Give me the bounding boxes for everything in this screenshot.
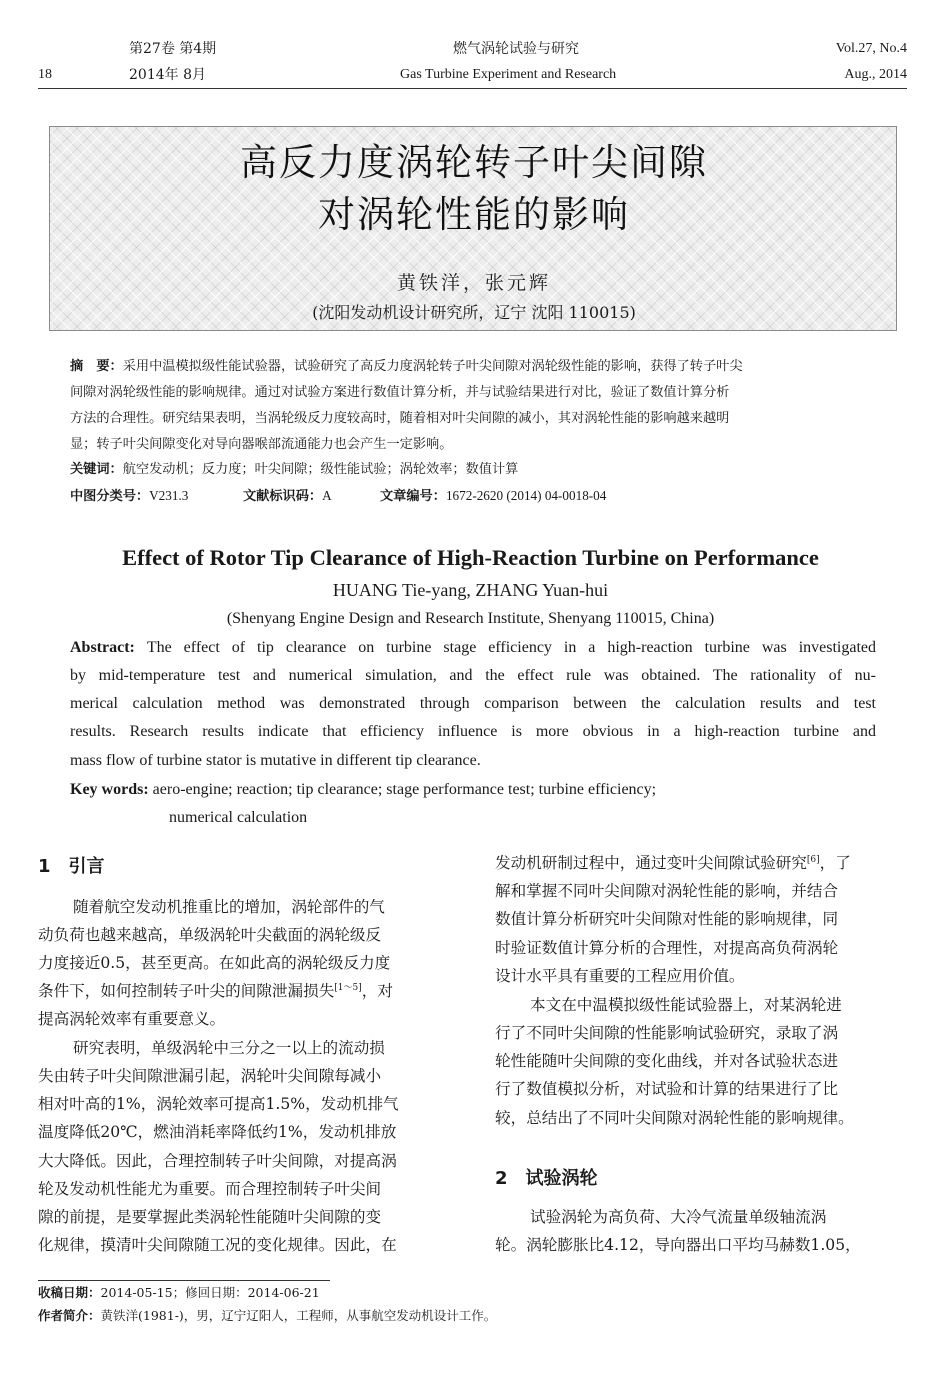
abstract-en-line: results. Research results indicate that efficiency influence is more obvious in a high-reaction turbine and [70, 723, 876, 740]
body-line: 本文在中温模拟级性能试验器上，对某涡轮进 [530, 996, 842, 1014]
body-line: 试验涡轮为高负荷、大冷气流量单级轴流涡 [530, 1208, 827, 1226]
body-line: 行了数值模拟分析，对试验和计算的结果进行了比 [495, 1080, 839, 1098]
doc-code-label: 文献标识码： [243, 489, 323, 504]
abstract-en-line: merical calculation method was demonstrated through comparison between the calculation results and test [70, 695, 876, 712]
abstract-cn-line: 显；转子叶尖间隙变化对导向器喉部流通能力也会产生一定影响。 [70, 437, 453, 452]
body-line: 隙的前提，是要掌握此类涡轮性能随叶尖间隙的变 [38, 1208, 382, 1226]
keywords-cn [70, 461, 518, 479]
keywords-en-line2: numerical calculation [169, 809, 308, 826]
body-line: 动负荷也越来越高，单级涡轮叶尖截面的涡轮级反 [38, 926, 382, 944]
abstract-cn-label: 摘 要： [70, 359, 123, 374]
volume-issue-cn: 第27卷 第4期 [129, 41, 217, 57]
keywords-en-label: Key words [70, 781, 144, 798]
title-banner [49, 126, 897, 331]
issue-date-en: Aug., 2014 [844, 67, 907, 82]
body-line: 解和掌握不同叶尖间隙对涡轮性能的影响，并结合 [495, 882, 839, 900]
issue-date-cn: 2014年 8月 [129, 67, 206, 83]
body-line: 较，总结出了不同叶尖间隙对涡轮性能的影响规律。 [495, 1109, 854, 1127]
body-line: 相对叶高的1%，涡轮效率可提高1.5%，发动机排气 [38, 1095, 399, 1113]
body-line: 轮及发动机性能尤为重要。而合理控制转子叶尖间 [38, 1180, 382, 1198]
doc-code-line [243, 487, 332, 506]
abstract-en-line: mass flow of turbine stator is mutative in different tip clearance. [70, 752, 481, 769]
doc-code-value: A [322, 488, 332, 503]
affiliation-en: (Shenyang Engine Design and Research Institute, Shenyang 110015, China) [226, 610, 715, 627]
affiliation-cn: (沈阳发动机设计研究所，辽宁 沈阳 110015) [312, 303, 636, 322]
body-line: 温度降低20℃，燃油消耗率降低约1%，发动机排放 [38, 1123, 397, 1141]
abstract-cn-text: 采用中温模拟级性能试验器，试验研究了高反力度涡轮转子叶尖间隙对涡轮级性能的影响，获得了转子叶尖 [122, 359, 743, 374]
body-line: 随着航空发动机推重比的增加，涡轮部件的气 [73, 898, 385, 916]
clc-label: 中图分类号： [70, 489, 150, 504]
body-line: 提高涡轮效率有重要意义。 [38, 1010, 226, 1028]
header-rule [38, 88, 907, 89]
citation-1-5[interactable]: [1～5] [334, 982, 362, 993]
body-line: 轮。涡轮膨胀比4.12，导向器出口平均马赫数1.05， [495, 1236, 861, 1254]
body-line: 发动机研制过程中，通过变叶尖间隙试验研究[6]，了 [495, 854, 851, 872]
body-line: 大大降低。因此，合理控制转子叶尖间隙，对提高涡 [38, 1152, 397, 1170]
page-number: 18 [38, 67, 52, 82]
citation-6[interactable]: [6] [806, 854, 820, 865]
abstract-en-text: The effect of tip clearance on turbine stage efficiency in a high-reaction turbine was investigated [146, 639, 877, 656]
journal-name-en: Gas Turbine Experiment and Research [400, 67, 617, 82]
abstract-cn-line: 方法的合理性。研究结果表明，当涡轮级反力度较高时，随着相对叶尖间隙的减小，其对涡轮性能的影响越来越明 [70, 411, 730, 426]
abstract-cn-line: 间隙对涡轮级性能的影响规律。通过对试验方案进行数值计算分析，并与试验结果进行对比，验证了数值计算分析 [70, 385, 730, 400]
title-cn-line1: 高反力度涡轮转子叶尖间隙 [240, 141, 708, 184]
keywords-en-text: aero-engine; reaction; tip clearance; stage performance test; turbine efficiency; [152, 781, 657, 798]
article-no-value: 1672-2620 (2014) 04-0018-04 [445, 488, 607, 503]
footnote-rule [38, 1280, 330, 1281]
title-en: Effect of Rotor Tip Clearance of High-Reaction Turbine on Performance [122, 545, 819, 570]
received-text: 2014-05-15；修回日期：2014-06-21 [100, 1285, 320, 1300]
received-label: 收稿日期： [38, 1285, 101, 1300]
body-line: 力度接近0.5，甚至更高。在如此高的涡轮级反力度 [38, 954, 391, 972]
author-bio-text: 黄铁洋(1981-)，男，辽宁辽阳人，工程师，从事航空发动机设计工作。 [100, 1308, 497, 1323]
body-line: 化规律，摸清叶尖间隙随工况的变化规律。因此，在 [38, 1236, 397, 1254]
abstract-cn-line [70, 358, 743, 376]
classification-line [70, 487, 188, 506]
body-line: 失由转子叶尖间隙泄漏引起，涡轮叶尖间隙每减小 [38, 1067, 382, 1085]
body-line: 时验证数值计算分析的合理性，对提高高负荷涡轮 [495, 939, 839, 957]
body-line: 设计水平具有重要的工程应用价值。 [495, 967, 745, 985]
authors-en: HUANG Tie-yang, ZHANG Yuan-hui [332, 580, 609, 600]
body-line: 研究表明，单级涡轮中三分之一以上的流动损 [73, 1039, 385, 1057]
section-1-heading: 1 引言 [38, 856, 105, 877]
keywords-en: Key words: aero-engine; reaction; tip clearance; stage performance test; turbine efficiency; [70, 781, 657, 798]
title-cn-line2: 对涡轮性能的影响 [318, 193, 630, 236]
abstract-en-line: by mid-temperature test and numerical simulation, and the effect rule was obtained. The rationality of nu- [70, 667, 876, 684]
body-line: 行了不同叶尖间隙的性能影响试验研究，录取了涡 [495, 1024, 839, 1042]
section-2-heading: 2 试验涡轮 [495, 1168, 598, 1189]
volume-issue-en: Vol.27, No.4 [835, 41, 907, 56]
author-bio [38, 1307, 496, 1324]
journal-name-cn: 燃气涡轮试验与研究 [453, 41, 579, 57]
abstract-en-line: Abstract: The effect of tip clearance on turbine stage efficiency in a high-reaction turbine was investigated [70, 639, 877, 656]
clc-value: V231.3 [149, 488, 189, 503]
author-bio-label: 作者简介： [38, 1308, 101, 1323]
received-dates [38, 1284, 320, 1301]
body-line: 条件下，如何控制转子叶尖的间隙泄漏损失[1～5]，对 [38, 982, 393, 1000]
authors-cn: 黄铁洋，张元辉 [396, 272, 551, 294]
body-line: 数值计算分析研究叶尖间隙对性能的影响规律，同 [495, 910, 839, 928]
article-no-label: 文章编号： [380, 489, 446, 504]
keywords-cn-text: 航空发动机；反力度；叶尖间隙；级性能试验；涡轮效率；数值计算 [122, 462, 519, 477]
abstract-en-label: Abstract [70, 639, 130, 656]
article-no-line [380, 487, 606, 506]
keywords-cn-label: 关键词： [70, 462, 123, 477]
body-line: 轮性能随叶尖间隙的变化曲线，并对各试验状态进 [495, 1052, 839, 1070]
